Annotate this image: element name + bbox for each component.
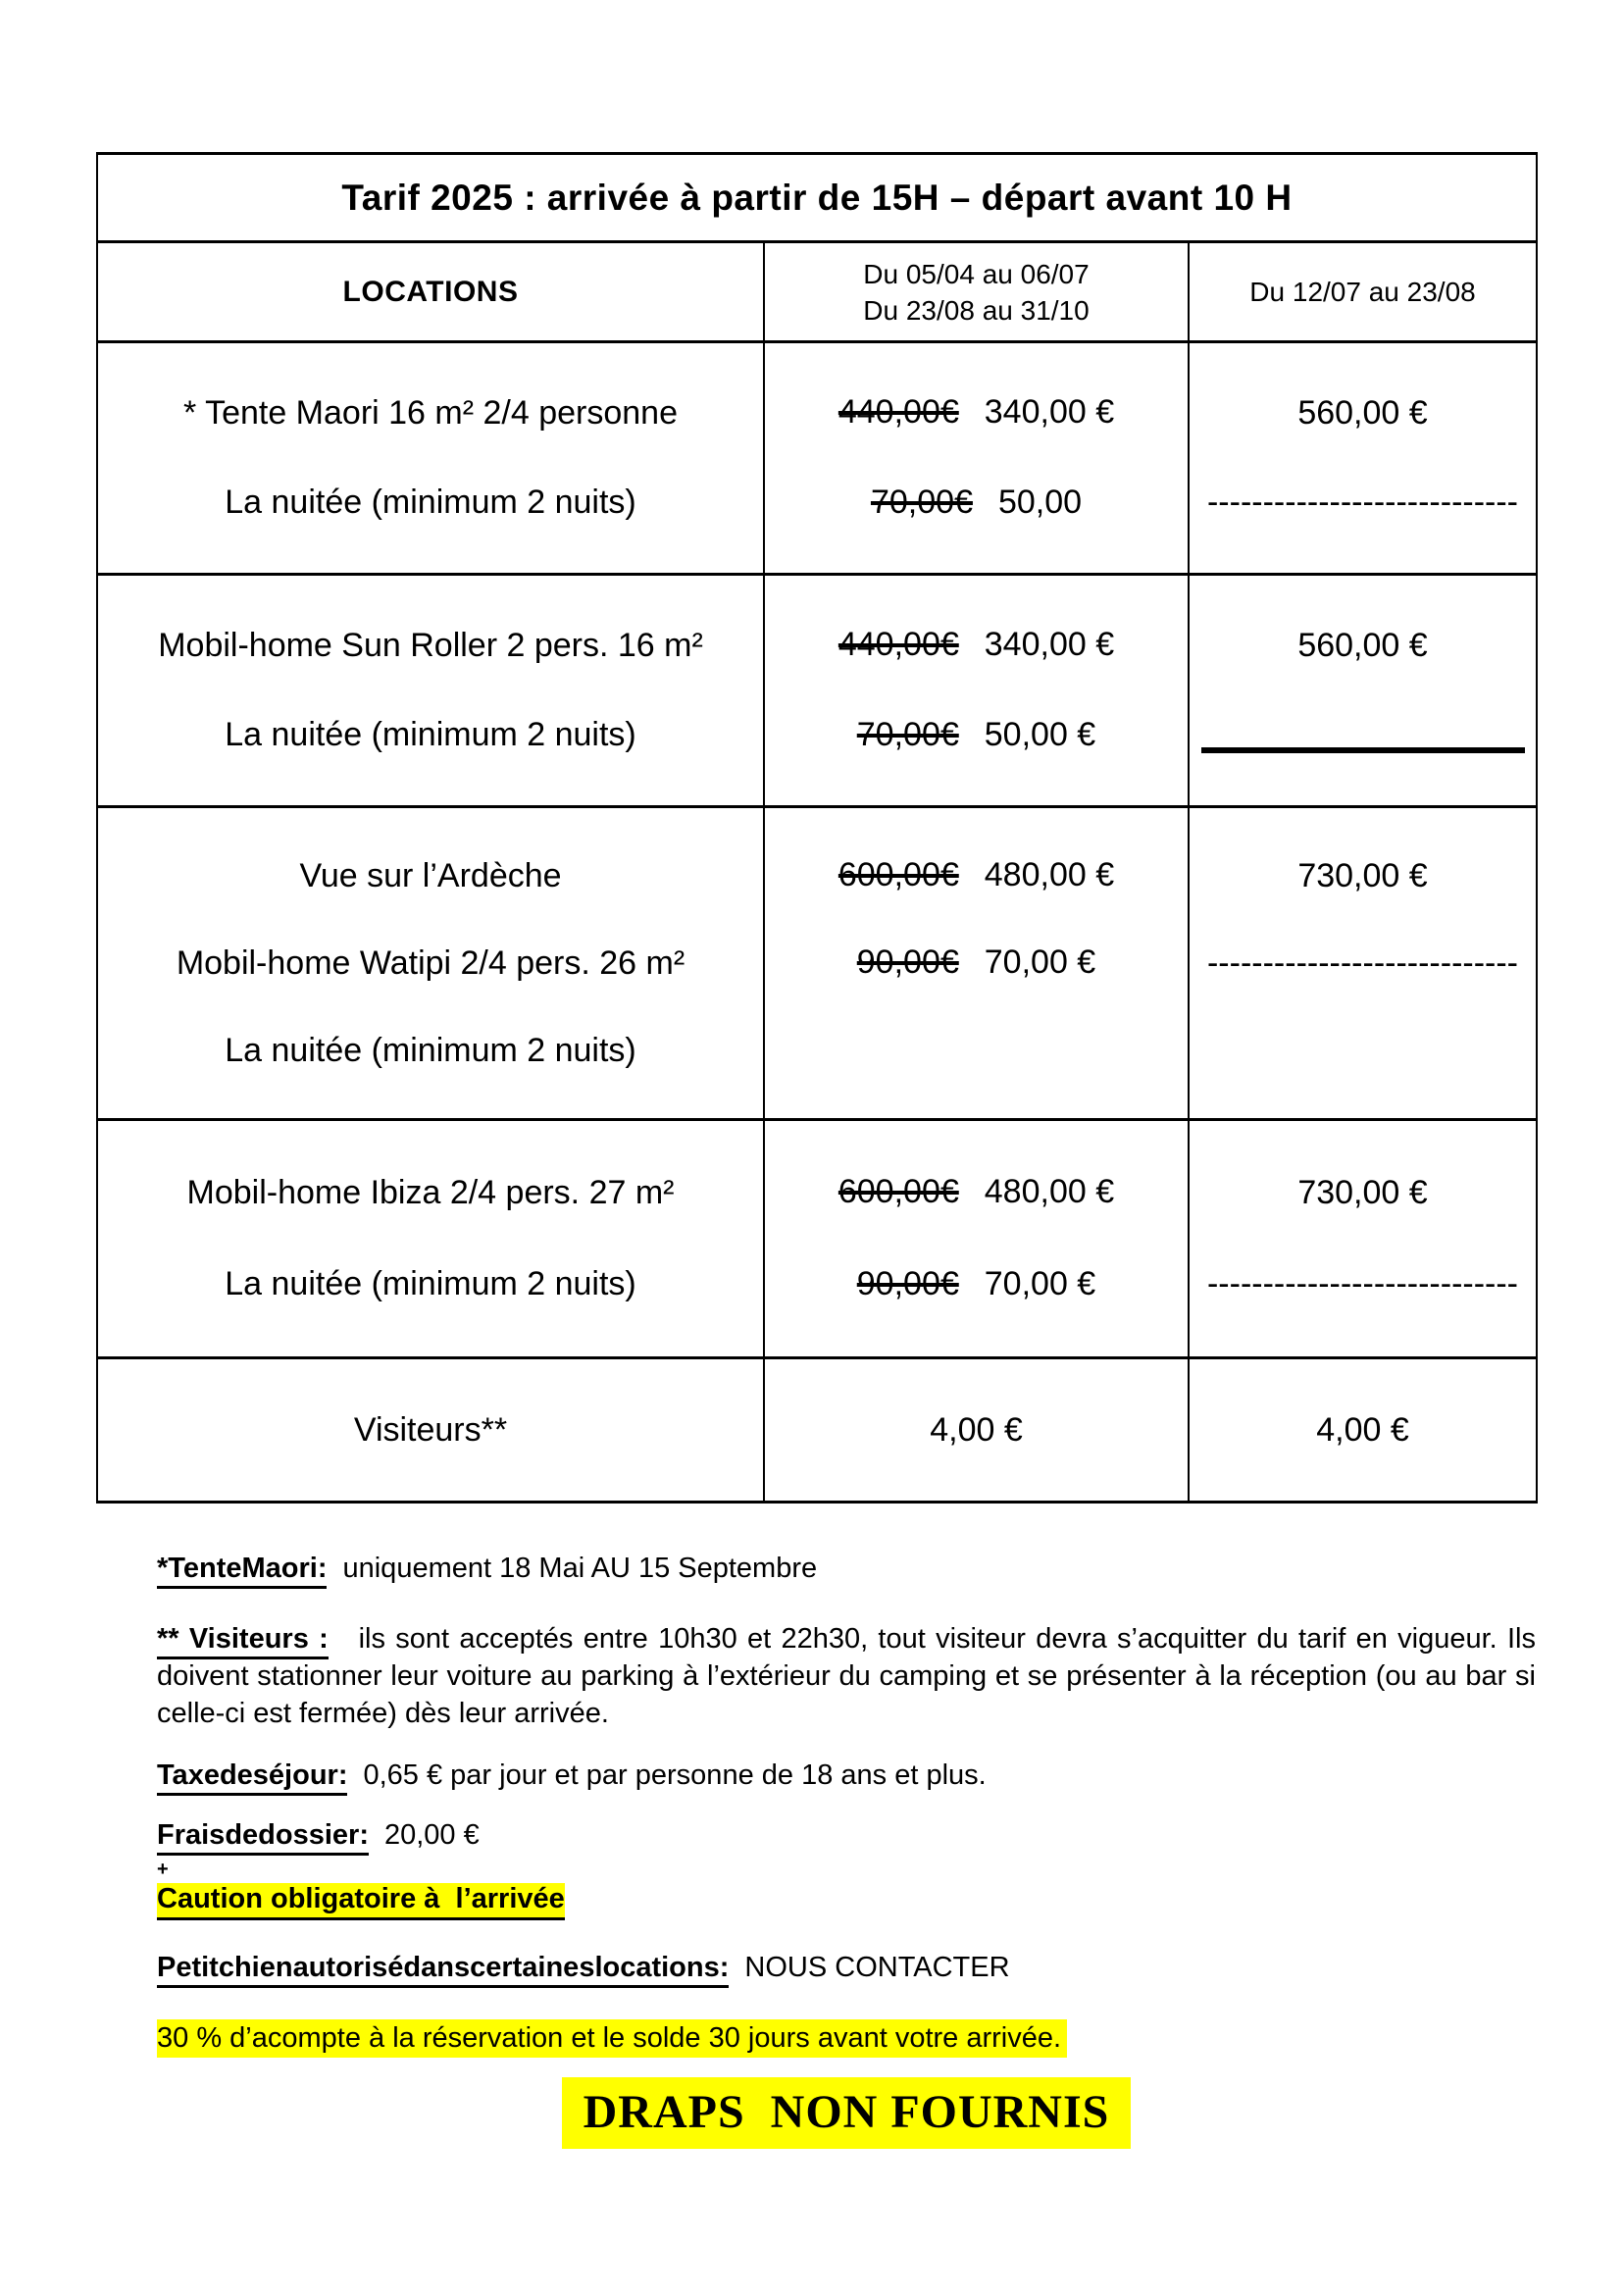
- low-season-price-cell: [764, 575, 1189, 807]
- note-label: Fraisdedossier:: [157, 1819, 369, 1856]
- table-row-visiteurs: [97, 1358, 1537, 1503]
- location-label: Mobil-home Watipi 2/4 pers. 26 m²: [176, 943, 685, 982]
- location-sub-label: La nuitée (minimum 2 nuits): [225, 1265, 636, 1303]
- tariff-table: [96, 152, 1538, 1504]
- no-price-dashes: ----------------------------: [1206, 943, 1519, 982]
- high-season-price-cell: [1189, 1120, 1537, 1358]
- location-sub-label: La nuitée (minimum 2 nuits): [225, 1031, 636, 1069]
- note-taxe-sejour: [157, 1759, 1536, 1792]
- note-petit-chien: [157, 1952, 1536, 1984]
- high-season-price: 730,00 €: [1297, 1173, 1428, 1211]
- new-price: 480,00 €: [984, 1173, 1115, 1211]
- new-price: 50,00 €: [984, 715, 1096, 753]
- low-season-price-cell: [764, 1120, 1189, 1358]
- low-season-period-2: Du 23/08 au 31/10: [863, 294, 1090, 326]
- column-header-low-season: [764, 242, 1189, 342]
- location-cell: [97, 1120, 764, 1358]
- location-sub-label: La nuitée (minimum 2 nuits): [225, 484, 636, 522]
- high-season-price: 560,00 €: [1297, 393, 1428, 432]
- new-price: 50,00: [997, 483, 1083, 521]
- table-row-watipi: [97, 807, 1537, 1120]
- plus-sign: +: [157, 1859, 169, 1880]
- note-acompte: [157, 2019, 1536, 2058]
- note-label: ** Visiteurs :: [157, 1623, 329, 1659]
- old-price: 70,00€: [870, 483, 973, 521]
- location-label: Mobil-home Ibiza 2/4 pers. 27 m²: [186, 1173, 675, 1211]
- note-text: 20,00 €: [383, 1819, 480, 1851]
- low-season-period-1: Du 05/04 au 06/07: [863, 258, 1090, 289]
- notes-section: [157, 1553, 1536, 2149]
- high-season-price-cell: [1189, 807, 1537, 1120]
- note-visiteurs: [157, 1620, 1536, 1732]
- note-label: Taxedeséjour:: [157, 1759, 347, 1796]
- visitor-price: 4,00 €: [1316, 1410, 1409, 1449]
- visitor-price: 4,00 €: [930, 1410, 1023, 1449]
- high-season-price-cell: [1189, 575, 1537, 807]
- table-title: Tarif 2025 : arrivée à partir de 15H – départ avant 10 H: [97, 154, 1537, 242]
- old-price: 440,00€: [837, 393, 959, 432]
- location-cell: [97, 807, 764, 1120]
- new-price: 70,00 €: [984, 1264, 1096, 1302]
- old-price: 600,00€: [837, 1173, 959, 1211]
- column-header-high-season: Du 12/07 au 23/08: [1189, 242, 1537, 342]
- note-tente-maori: [157, 1553, 1536, 1585]
- old-price: 70,00€: [856, 715, 959, 753]
- note-caution: [157, 1883, 1536, 1920]
- high-season-price-cell: [1189, 342, 1537, 575]
- header-row: [97, 242, 1537, 342]
- low-season-price-cell: [764, 342, 1189, 575]
- banner-row: [157, 2077, 1536, 2149]
- note-label: Petitchienautorisédanscertaineslocations:: [157, 1952, 729, 1988]
- no-price-dashes: ----------------------------: [1206, 1265, 1519, 1303]
- note-label: *TenteMaori:: [157, 1553, 327, 1589]
- title-row: [97, 154, 1537, 242]
- old-price: 90,00€: [856, 1264, 959, 1302]
- note-text: 0,65 € par jour et par personne de 18 ans et plus.: [363, 1759, 987, 1791]
- low-season-price-cell: [764, 1358, 1189, 1503]
- note-text: uniquement 18 Mai AU 15 Septembre: [342, 1553, 818, 1584]
- note-text: NOUS CONTACTER: [744, 1952, 1010, 1983]
- location-sub-label: La nuitée (minimum 2 nuits): [225, 716, 636, 754]
- high-season-price: 730,00 €: [1297, 856, 1428, 894]
- high-season-price: 560,00 €: [1297, 626, 1428, 664]
- caution-highlight: Caution obligatoire à l’arrivée: [157, 1883, 565, 1920]
- location-label: * Tente Maori 16 m² 2/4 personne: [183, 393, 678, 432]
- acompte-highlight: 30 % d’acompte à la réservation et le solde 30 jours avant votre arrivée.: [157, 2019, 1067, 2058]
- location-label: Vue sur l’Ardèche: [299, 856, 562, 894]
- table-row-tente-maori: [97, 342, 1537, 575]
- draps-non-fournis-banner: DRAPS NON FOURNIS: [562, 2077, 1132, 2149]
- new-price: 340,00 €: [984, 626, 1115, 664]
- location-label: Mobil-home Sun Roller 2 pers. 16 m²: [158, 626, 703, 664]
- location-cell: [97, 342, 764, 575]
- blank-price-line: [1201, 747, 1525, 753]
- location-cell: [97, 1358, 764, 1503]
- no-price-dashes: ----------------------------: [1206, 484, 1519, 522]
- new-price: 480,00 €: [984, 856, 1115, 893]
- high-season-price-cell: [1189, 1358, 1537, 1503]
- note-frais-dossier: [157, 1819, 1536, 1852]
- table-row-sun-roller: [97, 575, 1537, 807]
- low-season-price-cell: [764, 807, 1189, 1120]
- column-header-locations: LOCATIONS: [97, 242, 764, 342]
- table-row-ibiza: [97, 1120, 1537, 1358]
- old-price: 90,00€: [856, 943, 959, 981]
- new-price: 340,00 €: [984, 393, 1115, 432]
- old-price: 600,00€: [837, 856, 959, 893]
- location-label: Visiteurs**: [353, 1410, 508, 1449]
- note-text: ils sont acceptés entre 10h30 et 22h30, tout visiteur devra s’acquitter du tarif en vigueur. Ils doivent stationner leur voiture au parking à l’extérieur du camping et se présenter à la réception (ou au bar si celle-ci est fermée) dès leur arrivée.: [157, 1623, 1536, 1729]
- new-price: 70,00 €: [984, 943, 1096, 981]
- old-price: 440,00€: [837, 626, 959, 664]
- location-cell: [97, 575, 764, 807]
